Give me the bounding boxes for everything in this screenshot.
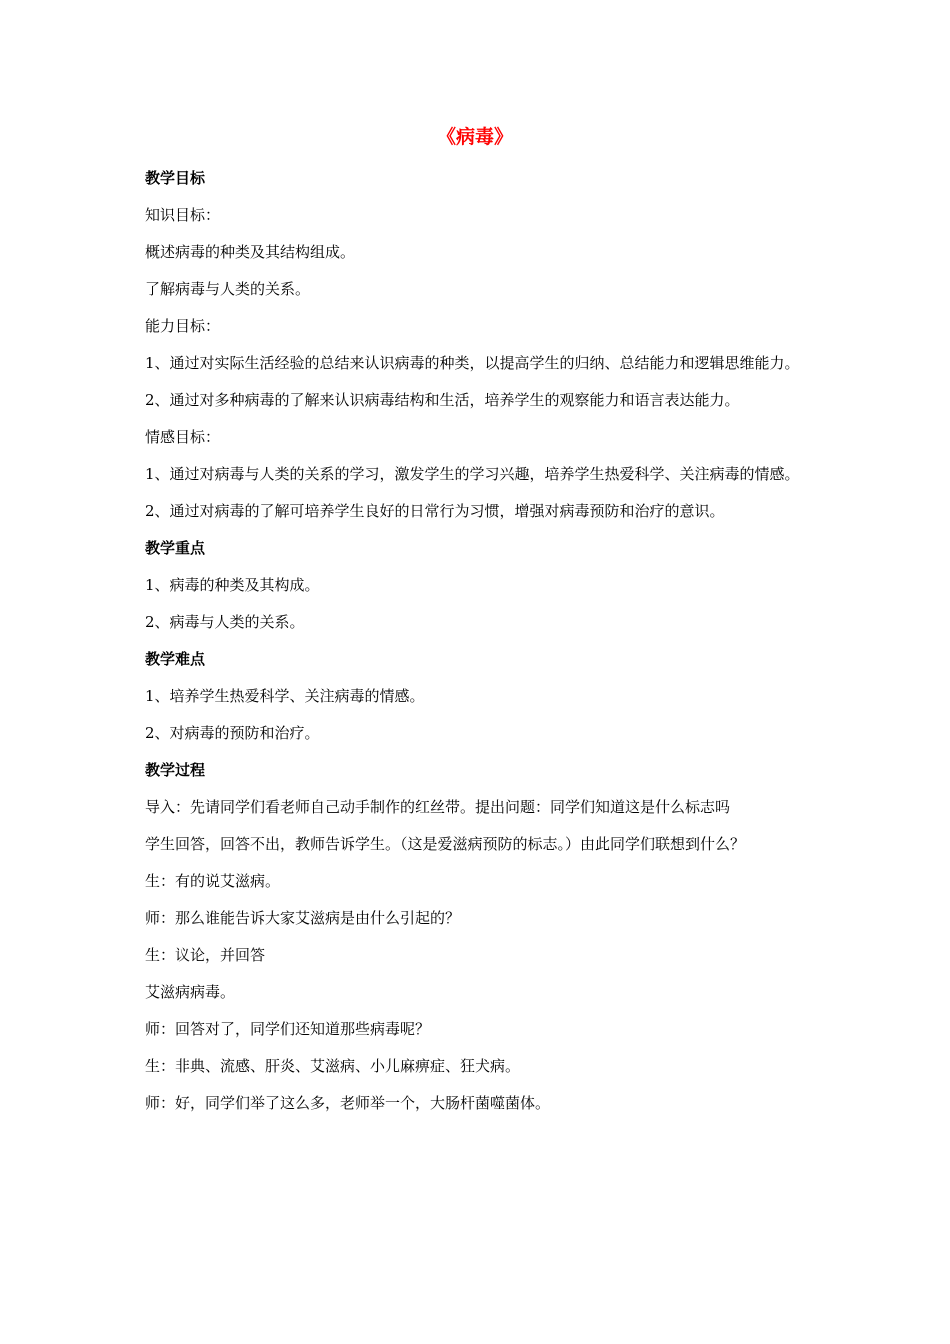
process-paragraph-6: 艾滋病病毒。 (145, 983, 236, 1001)
process-paragraph-5: 生：议论，并回答 (145, 946, 266, 964)
emotion-goal-1: 1、通过对病毒与人类的关系的学习，激发学生的学习兴趣，培养学生热爱科学、关注病毒的情感。 (145, 465, 800, 483)
difficult-point-1: 1、培养学生热爱科学、关注病毒的情感。 (145, 687, 425, 705)
section-heading-goals: 教学目标 (145, 169, 206, 187)
knowledge-goal-1: 概述病毒的种类及其结构组成。 (145, 243, 356, 261)
knowledge-goals-label: 知识目标： (145, 206, 221, 224)
section-heading-difficult-points: 教学难点 (145, 650, 206, 668)
process-paragraph-4: 师：那么谁能告诉大家艾滋病是由什么引起的？ (145, 909, 461, 927)
key-point-2: 2、病毒与人类的关系。 (145, 613, 305, 631)
emotion-goal-2: 2、通过对病毒的了解可培养学生良好的日常行为习惯，增强对病毒预防和治疗的意识。 (145, 502, 725, 520)
process-paragraph-3: 生：有的说艾滋病。 (145, 872, 281, 890)
process-paragraph-7: 师：回答对了，同学们还知道那些病毒呢？ (145, 1020, 431, 1038)
document-body (145, 160, 810, 1122)
difficult-point-2: 2、对病毒的预防和治疗。 (145, 724, 320, 742)
document-title: 《病毒》 (436, 126, 513, 148)
process-paragraph-1: 导入：先请同学们看老师自己动手制作的红丝带。提出问题：同学们知道这是什么标志吗 (145, 798, 731, 816)
process-paragraph-9: 师：好，同学们举了这么多，老师举一个，大肠杆菌噬菌体。 (145, 1094, 551, 1112)
ability-goals-label: 能力目标： (145, 317, 221, 335)
process-paragraph-2: 学生回答，回答不出，教师告诉学生。（这是爱滋病预防的标志。）由此同学们联想到什么？ (145, 835, 746, 853)
section-heading-key-points: 教学重点 (145, 539, 206, 557)
ability-goal-2: 2、通过对多种病毒的了解来认识病毒结构和生活，培养学生的观察能力和语言表达能力。 (145, 391, 740, 409)
emotion-goals-label: 情感目标： (145, 428, 221, 446)
ability-goal-1: 1、通过对实际生活经验的总结来认识病毒的种类，以提高学生的归纳、总结能力和逻辑思维能力。 (145, 354, 800, 372)
key-point-1: 1、病毒的种类及其构成。 (145, 576, 320, 594)
process-paragraph-8: 生：非典、流感、肝炎、艾滋病、小儿麻痹症、狂犬病。 (145, 1057, 521, 1075)
section-heading-process: 教学过程 (145, 761, 206, 779)
knowledge-goal-2: 了解病毒与人类的关系。 (145, 280, 311, 298)
